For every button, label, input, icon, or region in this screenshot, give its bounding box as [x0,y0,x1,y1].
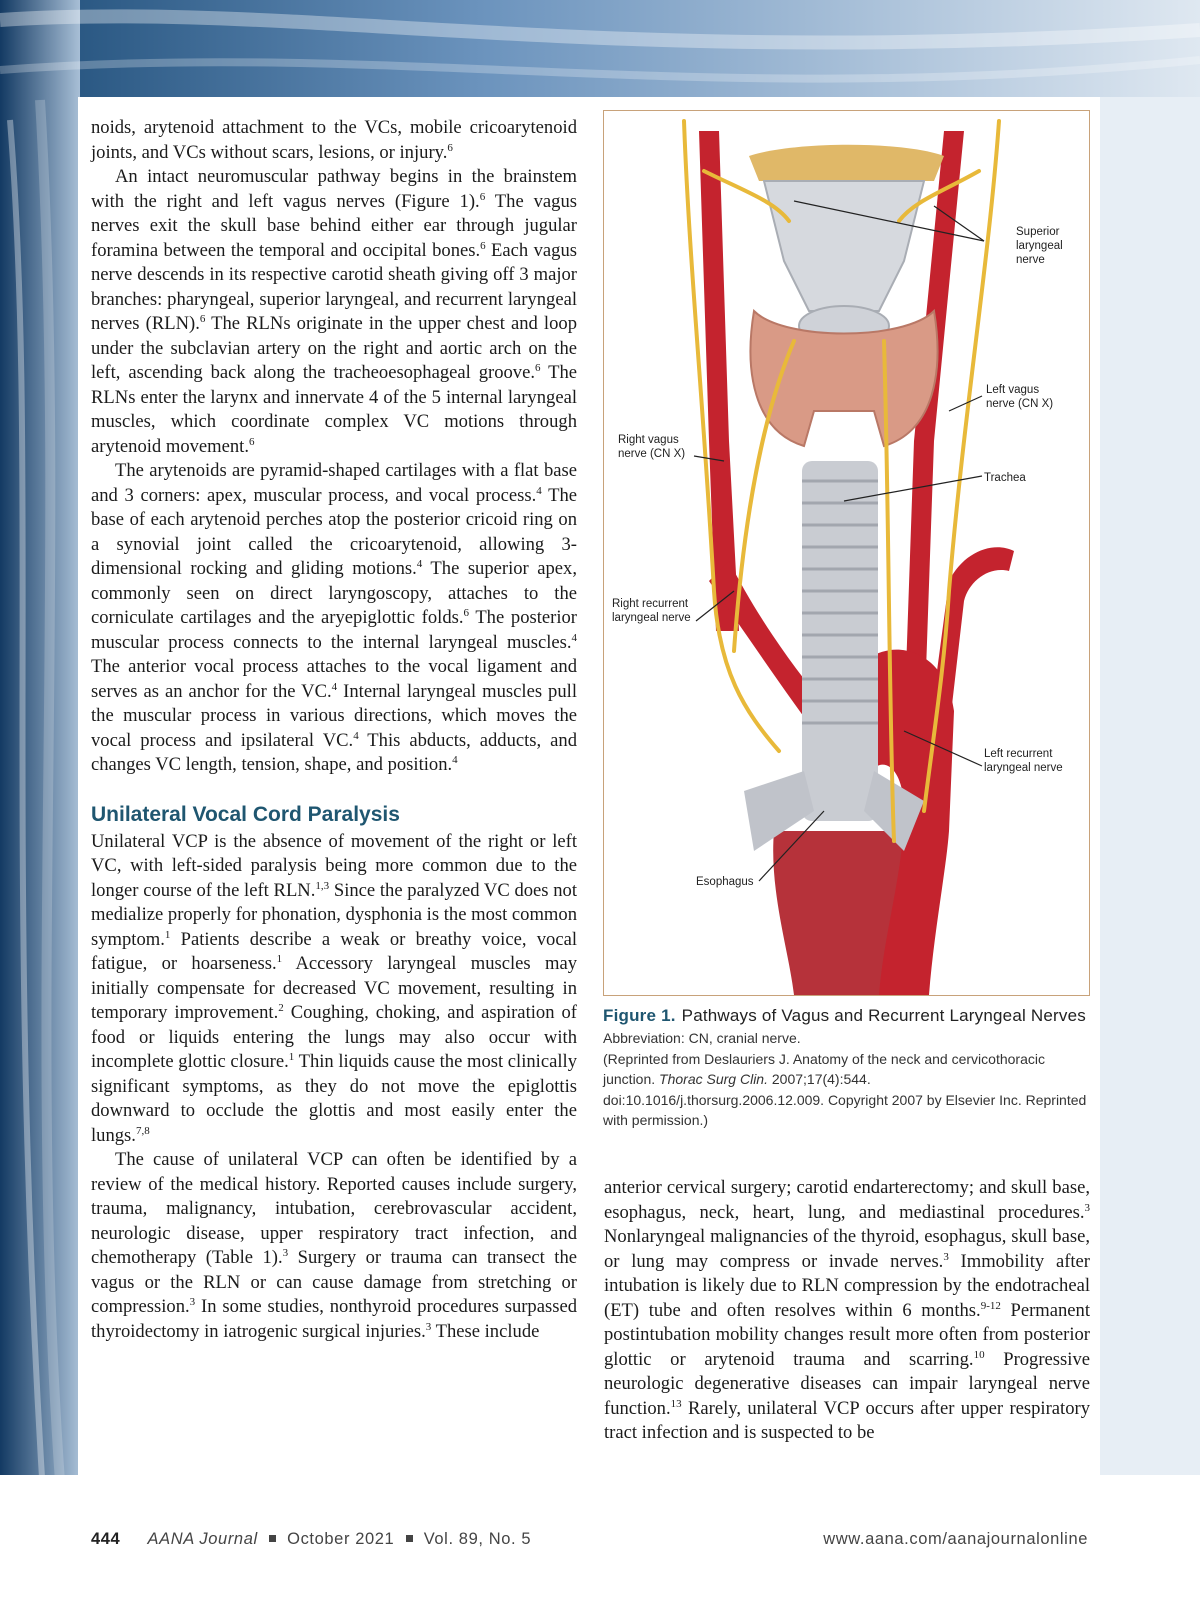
citation-ref: 1 [276,952,283,965]
page-footer [91,1530,1088,1552]
separator-square [269,1535,276,1542]
citation-ref: 4 [452,753,458,766]
paragraph: anterior cervical surgery; carotid endarterectomy; and skull base, esophagus, neck, heart, lung, and mediastinal procedures.$^3$ Nonlaryngeal malignancies of the thyroid, esophagus, skull base, or lung may compress or invade nerves.$^3$ Immobility after intubation is likely due to RLN compression by the endotracheal (ET) tube and often resolves within 6 months.$^{9-12}$ Permanent postintubation mobility changes result more often from posterior glottic or arytenoid trauma and scarring.$^{10}$ Progressive neurologic degenerative diseases can impair laryngeal nerve function.$^{13}$ Rarely, unilateral VCP occurs after upper respiratory tract infection and is suspected to be [604,1177,1090,1443]
label-left-vagus: nerve (CN X) [986,398,1054,410]
label-superior-laryngeal: laryngeal [1016,240,1063,252]
citation-ref: 6 [463,606,469,619]
page-number: 444 [91,1530,121,1548]
hyoid-bone [749,145,944,181]
label-superior-laryngeal: nerve [1016,254,1045,266]
citation-ref: 4 [571,631,577,644]
figure-caption [603,1004,1093,1131]
citation-ref: 4 [416,557,423,570]
citation-ref: 1,3 [315,879,330,892]
label-right-vagus: nerve (CN X) [618,448,686,460]
citation-ref: 2 [278,1001,284,1014]
journal-name: AANA Journal [147,1530,258,1548]
section-heading: Unilateral Vocal Cord Paralysis [91,802,400,826]
citation-ref: 13 [670,1397,682,1410]
citation-ref: 4 [353,729,359,742]
citation-ref: 3 [943,1250,949,1263]
separator-square [406,1535,413,1542]
anatomy-illustration [604,111,1089,995]
label-right-recurrent: Right recurrent [612,598,689,610]
right-text-column [604,1176,1090,1446]
citation-ref: 3 [425,1320,432,1333]
citation-ref: 6 [535,361,541,374]
citation-ref: 1 [288,1050,295,1063]
citation-ref: 10 [973,1348,985,1361]
citation-ref: 4 [331,680,338,693]
label-trachea: Trachea [984,472,1026,484]
paragraph: noids, arytenoid attachment to the VCs, mobile cricoarytenoid joints, and VCs without scars, lesions, or injury.$^6$ [91,117,577,163]
label-left-recurrent: Left recurrent [984,748,1053,760]
citation-ref: 3 [1084,1201,1090,1214]
figure-label: Figure 1. [603,1006,676,1025]
citation-ref: 3 [282,1246,289,1259]
label-superior-laryngeal: Superior [1016,226,1060,238]
citation-ref: 4 [536,484,542,497]
citation-ref: 1 [164,928,171,941]
citation-ref: 9-12 [980,1299,1001,1312]
left-text-column [91,116,577,1344]
citation-ref: 7,8 [135,1124,150,1137]
paragraph: An intact neuromuscular pathway begins in the brainstem with the right and left vagus nerves (Figure 1).$^6$ The vagus nerves exit the skull base behind either ear through jugular foramina between the temporal and occipital bones.$^6$ Each vagus nerve descends in its respective carotid sheath giving off 3 major branches: pharyngeal, superior laryngeal, and recurrent laryngeal nerves (RLN).$^6$ The RLNs originate in the upper chest and loop under the subclavian artery on the right and aortic arch on the left, ascending back along the tracheoesophageal groove.$^6$ The RLNs enter the larynx and innervate 4 of the 5 internal laryngeal muscles, which coordinate complex VC motions through arytenoid movement.$^6$ [91,166,578,457]
citation-ref: 6 [479,190,486,203]
caption-title: Figure 1. Pathways of Vagus and Recurrent Laryngeal Nerves [603,1006,1086,1025]
issue-date: October 2021 [287,1530,395,1548]
label-left-recurrent: laryngeal nerve [984,762,1063,774]
caption-abbreviation: Abbreviation: CN, cranial nerve. [603,1030,801,1046]
trachea-shape [802,461,878,821]
citation-ref: 6 [480,239,486,252]
citation-ref: 3 [189,1295,196,1308]
caption-reprint: (Reprinted from Deslauriers J. Anatomy of the neck and cervicothoracic junction. Thorac Surg Clin. 2007;17(4):544. doi:10.1016/j.thorsurg.2006.12.009. Copyright 2007 by Elsevier Inc. Reprinted with permission.) [603,1050,1087,1128]
label-right-recurrent: laryngeal nerve [612,612,691,624]
label-left-vagus: Left vagus [986,384,1040,396]
figure-1 [603,110,1090,996]
citation-ref: 6 [199,312,206,325]
paragraph: The arytenoids are pyramid-shaped cartilages with a flat base and 3 corners: apex, muscular process, and vocal process.$^4$ The base of each arytenoid perches atop the posterior cricoid ring on a synovial joint called the cricoarytenoid, allowing 3-dimensional rocking and gliding motions.$^4$ The superior apex, commonly seen on direct laryngoscopy, attaches to the corniculate cartilages and the aryepiglottic folds.$^6$ The posterior muscular process connects to the internal laryngeal muscles.$^4$ The anterior vocal process attaches to the vocal ligament and serves as an anchor for the VC.$^4$ Internal laryngeal muscles pull the muscular process in various directions, which moves the vocal process and ipsilateral VC.$^4$ This abducts, adducts, and changes VC length, tension, shape, and position.$^4$ [91,460,577,775]
journal-url-link[interactable]: www.aana.com/aanajournalonline [823,1530,1088,1548]
label-right-vagus: Right vagus [618,434,679,446]
paragraph: The cause of unilateral VCP can often be identified by a review of the medical history. Reported causes include surgery, trauma, malignancy, intubation, cerebrovascular accident, neurologic disease, upper respiratory tract infection, and chemotherapy (Table 1).$^3$ Surgery or trauma can transect the vagus or the RLN or can cause damage from stretching or compression.$^3$ In some studies, nonthyroid procedures surpassed thyroidectomy in iatrogenic surgical injuries.$^3$ These include [91,1149,577,1342]
paragraph: Unilateral VCP is the absence of movement of the right or left VC, with left-sided paralysis being more common due to the longer course of the left RLN.$^{1,3}$ Since the paralyzed VC does not medialize properly for phonation, dysphonia is the most common symptom.$^1$ Patients describe a weak or breathy voice, vocal fatigue, or hoarseness.$^1$ Accessory laryngeal muscles may initially compensate for decreased VC movement, resulting in temporary improvement.$^2$ Coughing, choking, and aspiration of food or liquids entering the lungs may also occur with incomplete glottic closure.$^1$ Thin liquids cause the most clinically significant symptoms, as they do not move the epiglottis downward to occlude the glottis and most easily enter the lungs.$^{7,8}$ [91,830,578,1146]
citation-ref: 6 [249,435,255,448]
label-esophagus: Esophagus [696,876,754,888]
volume-issue: Vol. 89, No. 5 [423,1530,532,1548]
